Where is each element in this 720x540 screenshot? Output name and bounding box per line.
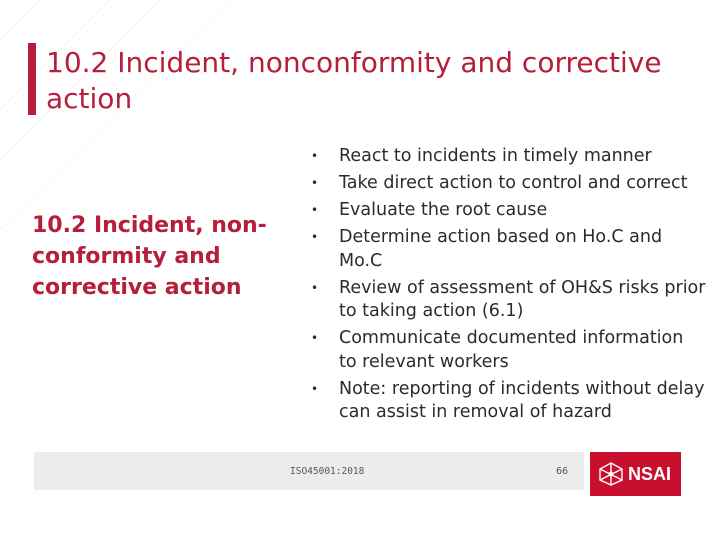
bullet-item (306, 145, 706, 169)
bullet-item (306, 172, 706, 196)
bullet-item (306, 327, 706, 374)
bullet-text: Review of assessment of OH&S risks prior to taking action (6.1) (339, 277, 706, 321)
nsai-logo (590, 452, 681, 496)
bullet-text: Note: reporting of incidents without delay can assist in removal of hazard (339, 378, 705, 422)
bullet-text: Communicate documented information to relevant workers (339, 328, 684, 372)
bullet-item (306, 199, 706, 223)
bullet-text: Evaluate the root cause (339, 200, 548, 220)
bullet-icon: • (311, 149, 319, 163)
bullet-list (306, 145, 706, 428)
bullet-item (306, 277, 706, 324)
title-accent-bar (28, 43, 36, 115)
bullet-icon: • (311, 203, 319, 217)
slide-title: 10.2 Incident, nonconformity and corrective action (46, 46, 662, 115)
bullet-text: Determine action based on Ho.C and Mo.C (339, 227, 663, 271)
bullet-icon: • (311, 280, 319, 295)
bullet-icon: • (311, 381, 319, 396)
bullet-icon: • (311, 176, 319, 190)
section-heading: 10.2 Incident, non-conformity and corrective action (32, 213, 267, 300)
logo-text: NSAI (628, 464, 672, 484)
bullet-item (306, 226, 706, 273)
bullet-item (306, 378, 706, 425)
footer-standard: ISO45001:2018 (290, 466, 365, 477)
bullet-text: Take direct action to control and correct (339, 173, 688, 193)
page-number: 66 (556, 466, 569, 477)
bullet-text: React to incidents in timely manner (339, 146, 652, 166)
nsai-network-icon (597, 461, 625, 487)
bullet-icon: • (311, 331, 319, 345)
bullet-icon: • (311, 230, 319, 244)
